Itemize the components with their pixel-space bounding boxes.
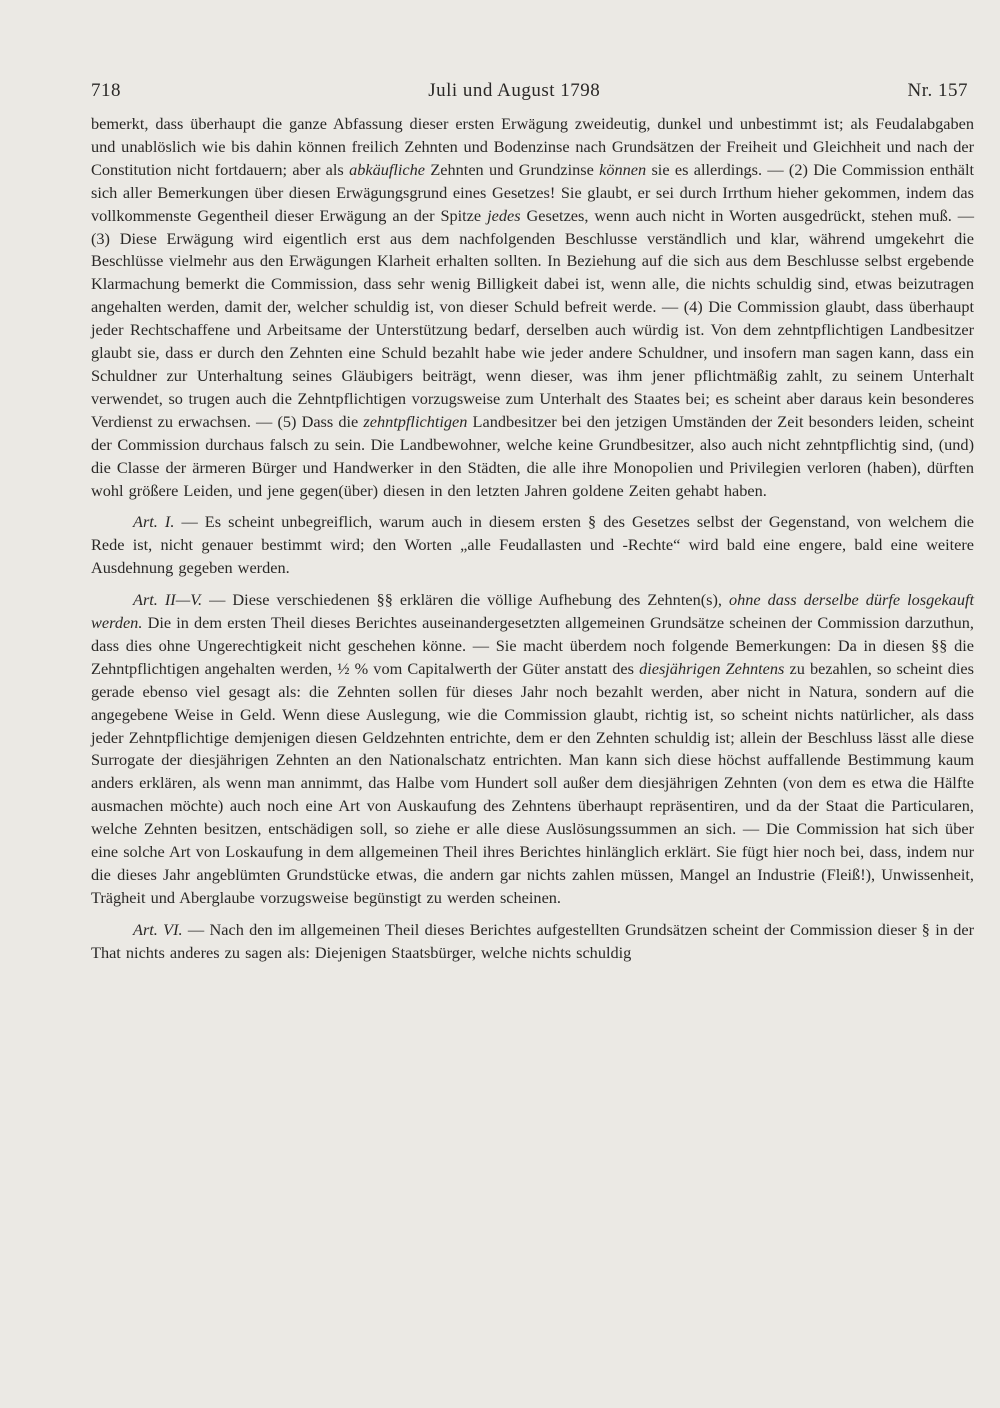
- emphasis-text: zehntpflichtigen: [363, 411, 468, 431]
- text-run: Landbesitzer bei den jetzigen Umständen der Zeit besonders leiden, scheint der Commission durchaus falsch zu sein. Die Landbewohner, welche keine Grundbesitzer, also auch nicht zehntpflichtig sind, (und) die Classe der ärmeren Bürger und Handwerker in den Städten, die alle ihre Monopolien und Privilegien verloren (haben), dürften wohl größere Leiden, und jene gegen(über) diesen in den letzten Jahren goldene Zeiten gehabt haben.: [91, 411, 975, 500]
- emphasis-text: können: [599, 159, 647, 179]
- emphasis-text: abkäufliche: [349, 159, 426, 179]
- text-run: Die in dem ersten Theil dieses Berichtes auseinandergesetzten allgemeinen Grundsätze scheinen der Commission darzuthun, dass dies ohne Ungerechtigkeit nicht geschehen könne. — Sie macht überdem noch folgende Bemerkungen: Da in diesen §§ die Zehntpflichtigen angehalten werden, ½ % vom Capitalwerth der Güter anstatt des: [91, 613, 974, 678]
- paragraph: [91, 589, 974, 910]
- header-date: Juli und August 1798: [428, 80, 601, 101]
- text-run: Zehnten und Grundzinse: [425, 159, 600, 179]
- text-run: — Diese verschiedenen §§ erklären die völlige Aufhebung des Zehnten(s),: [202, 590, 729, 610]
- text-run: zu bezahlen, so scheint dies gerade ebenso viel gesagt als: die Zehnten sollen für dieses Jahr noch bezahlt werden, aber nicht in Natura, sondern auf die angegebene Weise in Geld. Wenn diese Auslegung, wie die Commission glaubt, richtig ist, so scheint nichts natürlicher, als dass jeder Zehntpflichtige demjenigen diesen Geldzehnten entrichte, dem er den Zehnten schuldig ist; allein der Beschluss lässt alle diese Surrogate der diesjährigen Zehnten an den Nationalschatz entrichten. Man kann sich diese höchst auffallende Bestimmung kaum anders erklären, als wenn man annimmt, das Halbe vom Hundert soll außer dem diesjährigen Zehnten (von dem es etwa die Hälfte ausmachen möchte) auch noch eine Art von Auskaufung des Zehntens überhaupt repräsentiren, und da der Staat die Particularen, welche Zehnten besitzen, entschädigen soll, so ziehe er alle diese Auslösungssummen an sich. — Die Commission hat sich über eine solche Art von Loskaufung in dem allgemeinen Theil ihres Berichtes hinlänglich erklärt. Sie fügt hier noch bei, dass, indem nur die dieses Jahr angeblümten Grundstücke etwas, die andern gar nichts zahlen müssen, Mangel an Industrie (Fleiß!), Unwissenheit, Trägheit und Aberglaube vorzugsweise begünstigt zu werden scheinen.: [91, 658, 974, 907]
- issue-number: Nr. 157: [907, 80, 968, 101]
- text-run: Gesetzes, wenn auch nicht in Worten ausgedrückt, stehen muß. — (3) Diese Erwägung wird eigentlich erst aus dem nachfolgenden Beschlusse verständlich und klar, während umgekehrt die Beschlüsse vielmehr aus den Erwägungen Klarheit erhalten sollten. In Beziehung auf die sich aus dem Beschlusse selbst ergebende Klarmachung bemerkt die Commission, dass sehr wenig Billigkeit dabei ist, wenn alle, die nichts schuldig sind, etwas beizutragen angehalten werden, damit der, welcher schuldig ist, von dieser Schuld befreit werde. — (4) Die Commission glaubt, dass überhaupt jeder Rechtschaffene und Arbeitsame der Unterstützung bedarf, derselben auch würdig ist. Von dem zehntpflichtigen Landbesitzer glaubt sie, dass er durch den Zehnten eine Schuld bezahlt habe wie jeder andere Schuldner, und insofern man sagen kann, dass ein Schuldner zur Unterhaltung seines Gläubigers beiträgt, wenn dieser, was ihm jener pflichtmäßig zahlt, zu seinem Unterhalt verwendet, so trugen auch die Zehntpflichtigen vorzugsweise zum Unterhalt des Staates bei; es scheint aber daraus kein besonderes Verdienst zu erwachsen. — (5) Dass die: [91, 205, 975, 431]
- text-run: — Nach den im allgemeinen Theil dieses Berichtes aufgestellten Grundsätzen scheint der Commission dieser § in der That nichts anderes zu sagen als: Diejenigen Staatsbürger, welche nichts schuldig: [91, 919, 974, 962]
- emphasis-text: jedes: [487, 205, 521, 225]
- text-run: sie es allerdings. — (2) Die Commission enthält sich aller Bemerkungen über diesen Erwägungsgrund eines Gesetzes! Sie glaubt, er sei durch Irrthum hieher gekommen, indem das vollkommenste Gegentheil dieser Erwägung an der Spitze: [91, 159, 974, 225]
- text-run: — Es scheint unbegreiflich, warum auch in diesem ersten § des Gesetzes selbst der Gegenstand, von welchem die Rede ist, nicht genauer bestimmt wird; den Worten „alle Feudallasten und -Rechte“ wird bald eine engere, bald eine weitere Ausdehnung gegeben werden.: [91, 512, 975, 578]
- text-run: bemerkt, dass überhaupt die ganze Abfassung dieser ersten Erwägung zweideutig, dunkel und unbestimmt ist; als Feudalabgaben und unablöslich wie bis dahin können freilich Zehnten und Bodenzinse nach Grundsätzen der Freiheit und Gleichheit und nach der Constitution nicht fortdauern; aber als: [91, 114, 974, 179]
- emphasis-text: Art. II—V.: [133, 590, 203, 610]
- paragraph: [91, 511, 974, 580]
- page-header: [91, 80, 974, 102]
- emphasis-text: ohne dass derselbe dürfe losgekauft werden.: [91, 590, 975, 633]
- emphasis-text: diesjährigen Zehntens: [639, 658, 785, 678]
- paragraph: [91, 919, 974, 965]
- emphasis-text: Art. VI.: [133, 919, 183, 939]
- page-number: 718: [91, 80, 121, 101]
- emphasis-text: Art. I.: [133, 512, 175, 532]
- paragraph: [91, 113, 974, 502]
- body-text: [91, 113, 974, 965]
